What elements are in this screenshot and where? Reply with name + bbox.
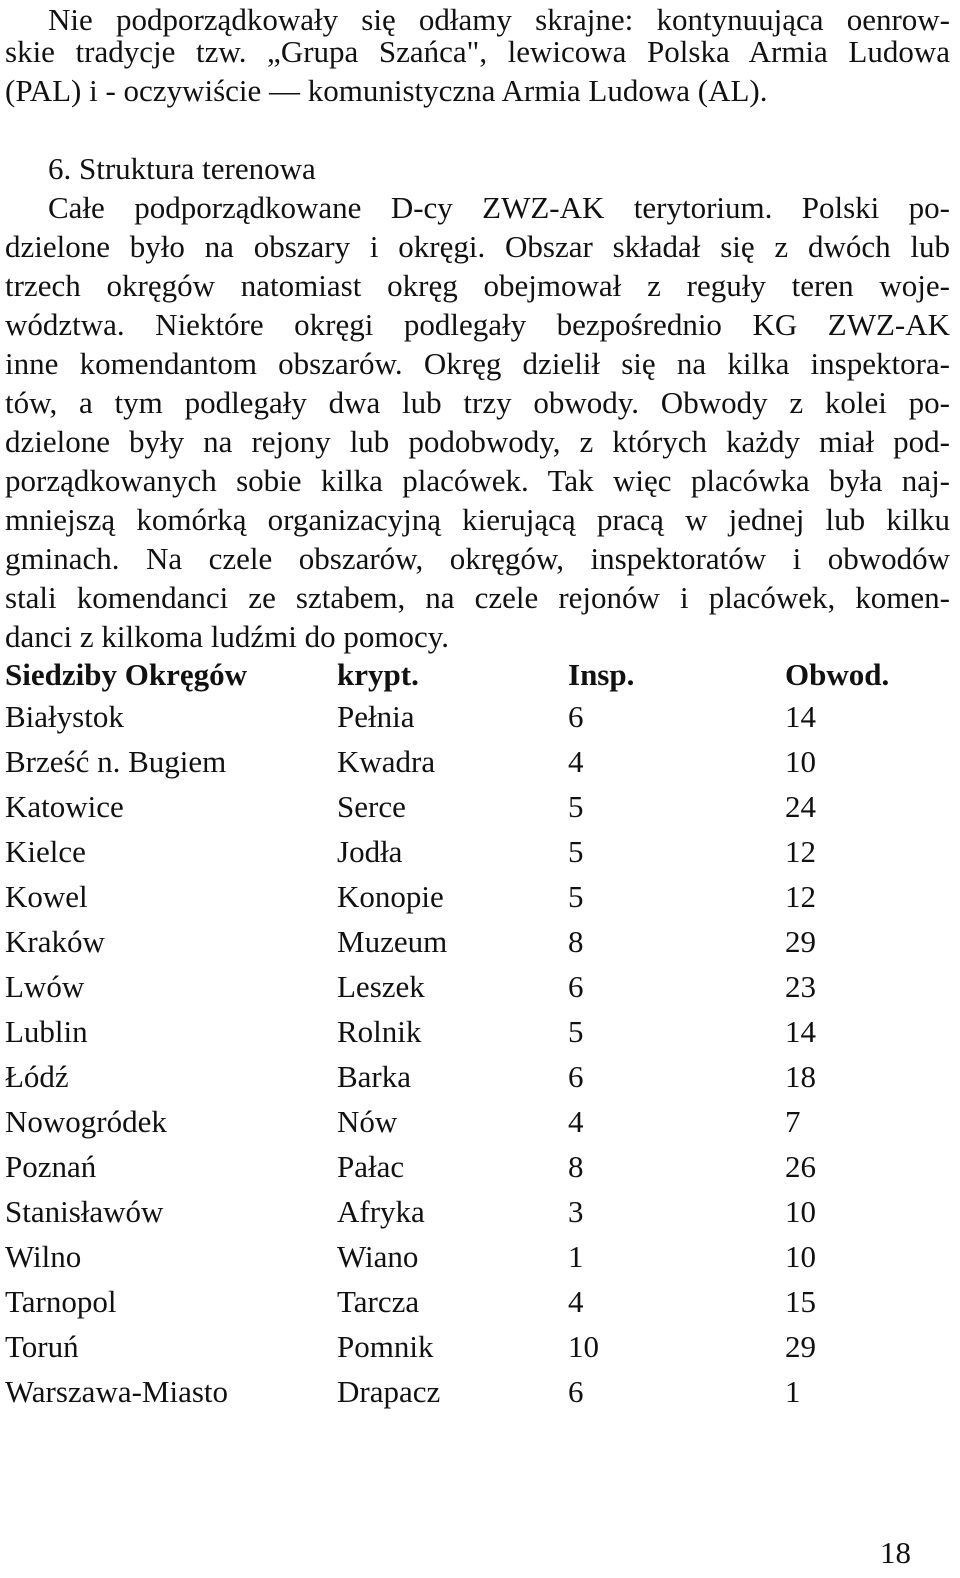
table-row [5,1189,950,1234]
table-cell: 4 [568,1284,584,1319]
table-row [5,919,950,964]
paragraph-2-line-11: stali komendanci ze sztabem, na czele rejonów i placówek, komen- [5,580,950,615]
table-cell: 6 [568,1374,584,1409]
table-cell: 24 [785,789,816,824]
table-cell: Kowel [5,879,88,914]
table-cell: Kraków [5,924,105,959]
paragraph-2-line-4: wództwa. Niektóre okręgi podlegały bezpośrednio KG ZWZ-AK [5,307,950,342]
table-row [5,1099,950,1144]
table-header-cell: Siedziby Okręgów [5,657,247,692]
table-row [5,1054,950,1099]
table-cell: 14 [785,699,816,734]
table-cell: 10 [785,744,816,779]
table-row [5,1324,950,1369]
paragraph-2-line-8: porządkowanych sobie kilka placówek. Tak więc placówka była naj- [5,463,950,498]
table-row [5,1009,950,1054]
table-cell: 5 [568,834,584,869]
paragraph-2-line-9: mniejszą komórką organizacyjną kierującą pracą w jednej lub kilku [5,502,950,537]
table-cell: Wilno [5,1239,82,1274]
table-cell: Wiano [337,1239,419,1274]
table-cell: 29 [785,1329,816,1364]
table-cell: Poznań [5,1149,97,1184]
table-cell: Muzeum [337,924,448,959]
paragraph-2-line-10: gminach. Na czele obszarów, okręgów, inspektoratów i obwodów [5,541,950,576]
table-cell: Toruń [5,1329,79,1364]
paragraph-2-line-6: tów, a tym podlegały dwa lub trzy obwody. Obwody z kolei po- [5,385,950,420]
table-cell: 6 [568,969,584,1004]
table-cell: 8 [568,924,584,959]
table-cell: 15 [785,1284,816,1319]
table-row [5,964,950,1009]
table-cell: Drapacz [337,1374,441,1409]
table-cell: Nowogródek [5,1104,167,1139]
table-row [5,1234,950,1279]
table-row [5,784,950,829]
table-cell: Pałac [337,1149,405,1184]
table-row [5,1144,950,1189]
paragraph-1-line-1: Nie podporządkowały się odłamy skrajne: kontynuująca oenrow- [48,2,950,37]
table-cell: 6 [568,1059,584,1094]
paragraph-1-line-3: (PAL) i - oczywiście — komunistyczna Armia Ludowa (AL). [5,73,768,108]
table-cell: Lublin [5,1014,88,1049]
table-cell: 12 [785,834,816,869]
paragraph-2-line-7: dzielone były na rejony lub podobwody, z których każdy miał pod- [5,424,950,459]
section-heading: 6. Struktura terenowa [48,151,316,186]
table-cell: Pomnik [337,1329,434,1364]
table-cell: Stanisławów [5,1194,164,1229]
table-cell: 4 [568,744,584,779]
table-cell: Pełnia [337,699,415,734]
table-cell: 7 [785,1104,801,1139]
table-row [5,1369,950,1414]
table-cell: Konopie [337,879,444,914]
table-header-cell: Obwod. [785,657,890,692]
table-cell: Kwadra [337,744,436,779]
table-cell: 4 [568,1104,584,1139]
table-cell: 8 [568,1149,584,1184]
table-cell: Warszawa-Miasto [5,1374,229,1409]
table-cell: 18 [785,1059,816,1094]
paragraph-2-line-1: Całe podporządkowane D-cy ZWZ-AK terytorium. Polski po- [48,190,950,225]
paragraph-2-line-12: danci z kilkoma ludźmi do pomocy. [5,619,449,654]
table-cell: 5 [568,879,584,914]
paragraph-2-line-5: inne komendantom obszarów. Okręg dzielił się na kilka inspektora- [5,346,950,381]
table-cell: 10 [568,1329,599,1364]
table-row [5,1279,950,1324]
table-cell: 14 [785,1014,816,1049]
table-cell: 10 [785,1194,816,1229]
table-cell: Afryka [337,1194,425,1229]
table-cell: Nów [337,1104,398,1139]
table-row [5,829,950,874]
table-cell: 1 [568,1239,584,1274]
table-cell: Brześć n. Bugiem [5,744,227,779]
table-row [5,694,950,739]
table-cell: Białystok [5,699,124,734]
table-cell: Barka [337,1059,412,1094]
paragraph-1-line-2: skie tradycje tzw. „Grupa Szańca", lewicowa Polska Armia Ludowa [5,34,950,69]
table-cell: 5 [568,789,584,824]
table-cell: 10 [785,1239,816,1274]
table-cell: Tarcza [337,1284,420,1319]
table-row [5,874,950,919]
table-cell: Jodła [337,834,403,869]
table-cell: Lwów [5,969,85,1004]
table-cell: 5 [568,1014,584,1049]
table-cell: Łódź [5,1059,69,1094]
table-header-row [5,652,950,697]
table-header-cell: Insp. [568,657,635,692]
table-cell: 12 [785,879,816,914]
table-cell: Leszek [337,969,425,1004]
table-row [5,739,950,784]
table-cell: Kielce [5,834,86,869]
table-cell: Serce [337,789,406,824]
table-cell: Katowice [5,789,124,824]
table-cell: Tarnopol [5,1284,117,1319]
table-cell: 26 [785,1149,816,1184]
table-cell: Rolnik [337,1014,422,1049]
table-cell: 6 [568,699,584,734]
table-cell: 29 [785,924,816,959]
paragraph-2-line-3: trzech okręgów natomiast okręg obejmował z reguły teren woje- [5,268,950,303]
table-cell: 23 [785,969,816,1004]
table-header-cell: krypt. [337,657,419,692]
table-cell: 3 [568,1194,584,1229]
page-number: 18 [880,1535,911,1570]
table-cell: 1 [785,1374,801,1409]
paragraph-2-line-2: dzielone było na obszary i okręgi. Obszar składał się z dwóch lub [5,229,950,264]
